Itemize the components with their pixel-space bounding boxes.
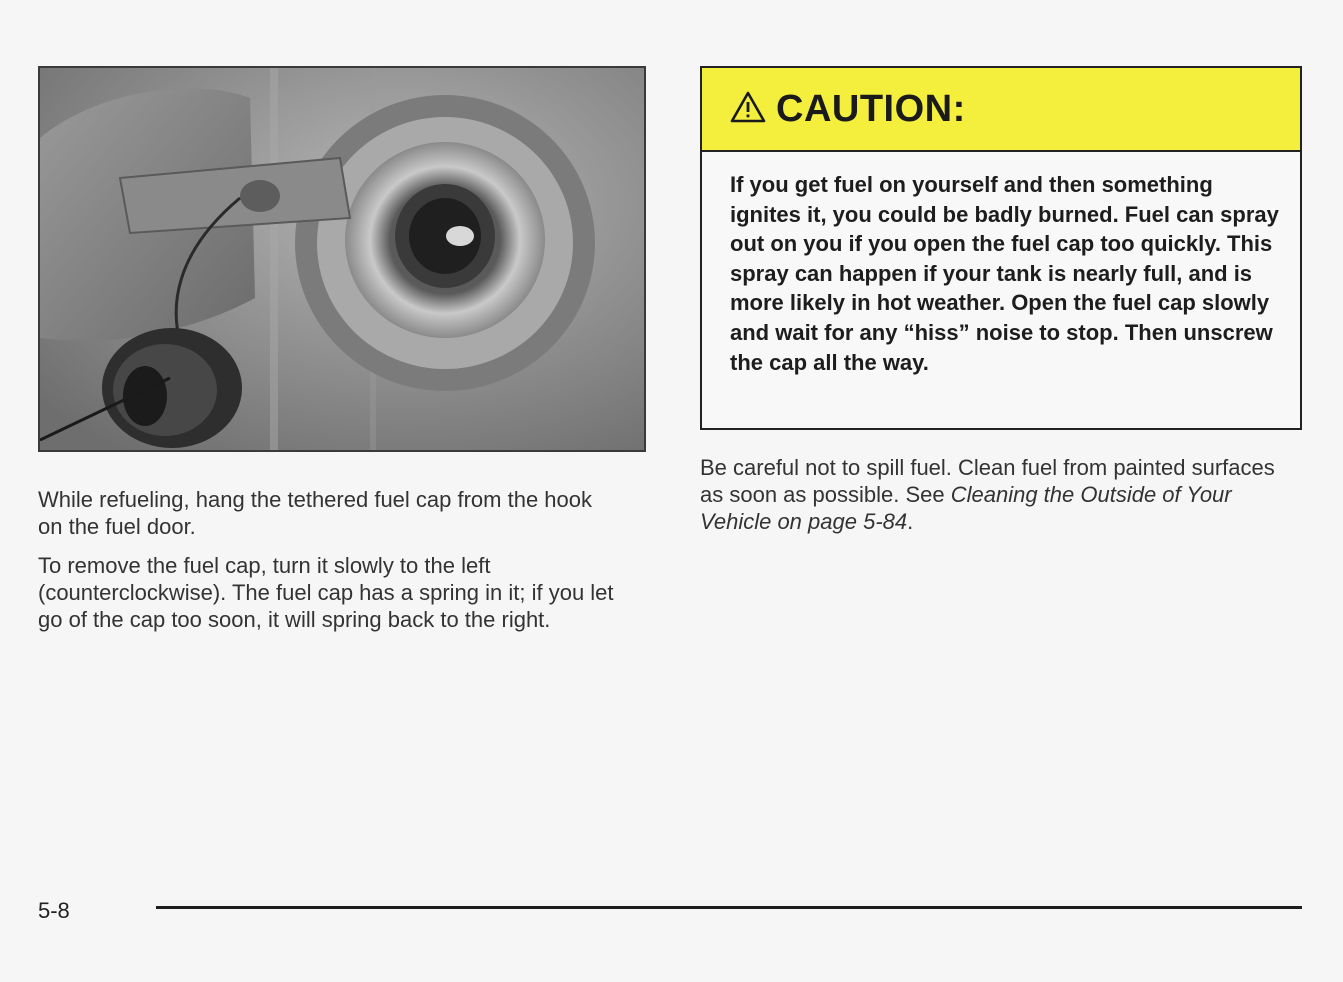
spill-paragraph-text: Be careful not to spill fuel. Clean fuel from painted surfaces as soon as possible. See bbox=[700, 455, 1275, 507]
left-column bbox=[38, 486, 618, 645]
fuel-cap-illustration bbox=[40, 68, 644, 450]
caution-box bbox=[700, 66, 1302, 430]
caution-body: If you get fuel on yourself and then something ignites it, you could be badly burned. Fuel can spray out on you if you open the fuel cap too quickly. This spray can happen if your tank is nearly full, and is more likely in hot weather. Open the fuel cap slowly and wait for any “hiss” noise to stop. Then unscrew the cap all the way. bbox=[730, 172, 1279, 375]
spill-paragraph bbox=[700, 454, 1304, 535]
refueling-paragraph: While refueling, hang the tethered fuel cap from the hook on the fuel door. bbox=[38, 487, 593, 539]
spill-paragraph-end: . bbox=[907, 509, 914, 534]
warning-triangle-icon bbox=[730, 91, 766, 128]
remove-cap-paragraph: To remove the fuel cap, turn it slowly to the left (counterclockwise). The fuel cap has a spring in it; if you let go of the cap too soon, it will spring back to the right. bbox=[38, 553, 614, 632]
page-number: 5-8 bbox=[38, 898, 70, 923]
fuel-door-photo bbox=[38, 66, 646, 452]
footer-rule bbox=[156, 906, 1302, 909]
cleaning-reference-link: Cleaning the Outside of Your Vehicle on page 5-84 bbox=[700, 482, 1232, 534]
caution-header bbox=[702, 68, 1300, 152]
caution-title: CAUTION: bbox=[776, 87, 966, 130]
right-column bbox=[700, 454, 1304, 535]
